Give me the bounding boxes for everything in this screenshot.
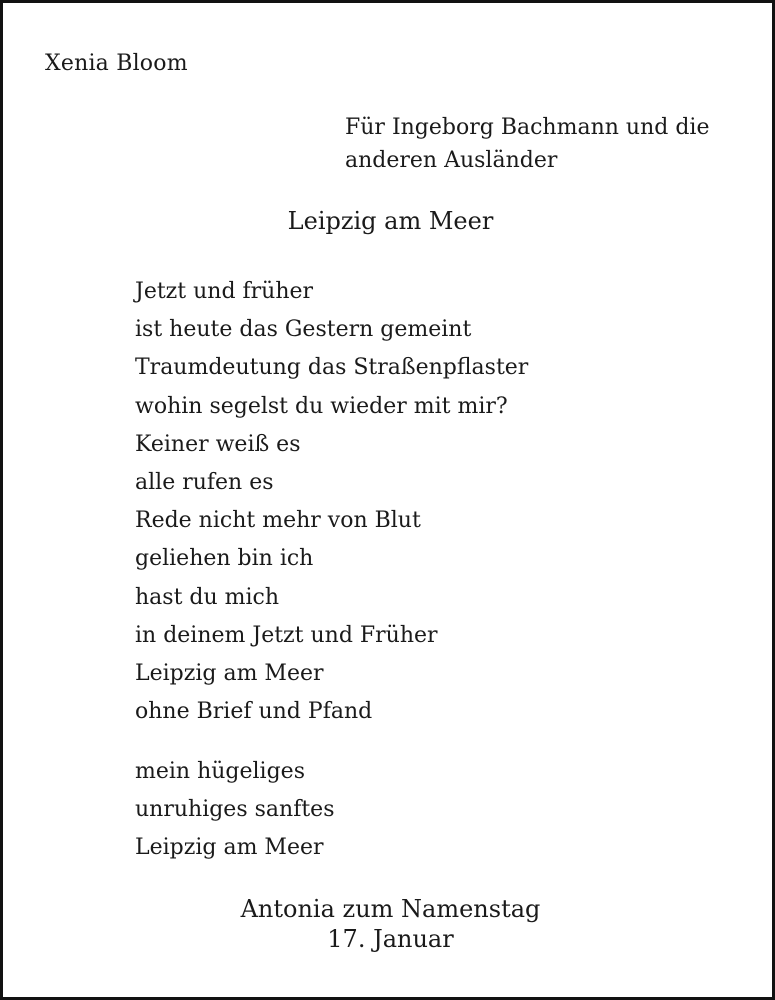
stanza <box>135 273 528 731</box>
dedication-line: anderen Ausländer <box>345 148 558 173</box>
poem-line: alle rufen es <box>135 470 274 496</box>
dedication <box>345 111 765 177</box>
poem-line: ohne Brief und Pfand <box>135 699 373 725</box>
poem-line: in deinem Jetzt und Früher <box>135 622 438 648</box>
stanza <box>135 753 334 868</box>
poem-line: Jetzt und früher <box>135 279 314 304</box>
poem-title: Leipzig am Meer <box>287 207 494 235</box>
poem-line: Traumdeutung das Straßenpflaster <box>135 355 529 381</box>
closing-date: 17. Januar <box>327 925 454 953</box>
poem-line: wohin segelst du wieder mit mir? <box>135 393 508 419</box>
dedication-line: Für Ingeborg Bachmann und die <box>345 115 710 140</box>
closing-occasion: Antonia zum Namenstag <box>240 895 541 923</box>
author-name: Xenia Bloom <box>45 51 188 76</box>
poem-line: Leipzig am Meer <box>135 661 324 687</box>
poem-line: Rede nicht mehr von Blut <box>135 508 421 534</box>
poem-line: geliehen bin ich <box>135 546 314 572</box>
poem-line: mein hügeliges <box>135 759 305 784</box>
poem-line: Leipzig am Meer <box>135 835 324 861</box>
poem-line: hast du mich <box>135 584 280 610</box>
closing-note <box>3 894 775 954</box>
poem-line: Keiner weiß es <box>135 431 301 457</box>
poem-line: unruhiges sanftes <box>135 797 335 823</box>
poem-line: ist heute das Gestern gemeint <box>135 317 472 343</box>
